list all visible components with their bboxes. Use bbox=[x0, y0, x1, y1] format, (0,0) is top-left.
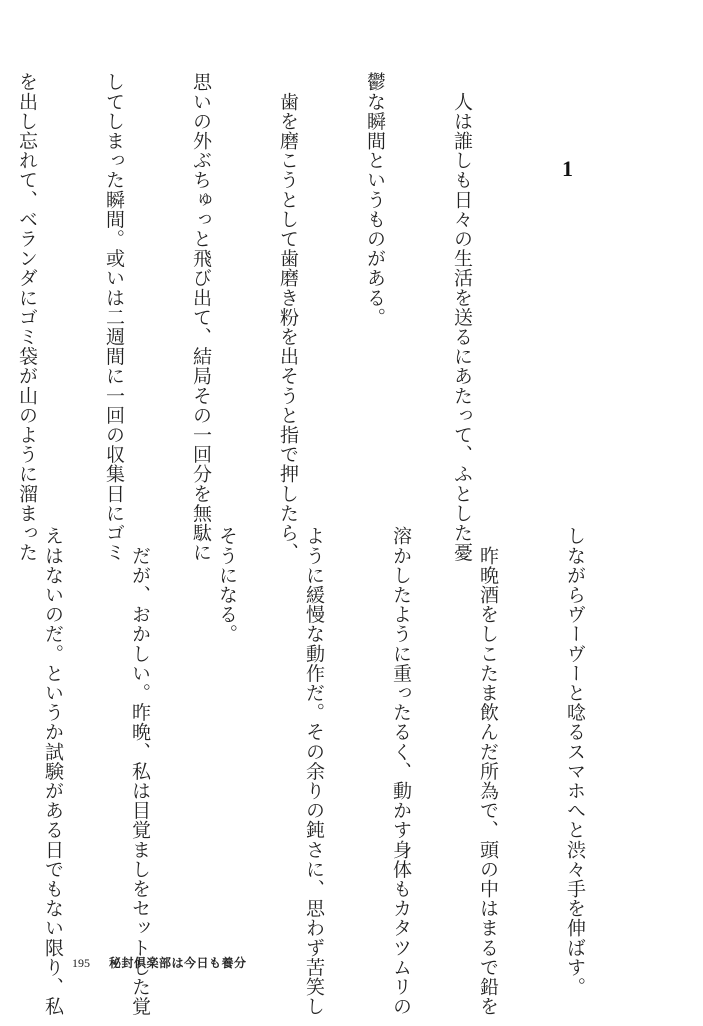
text-line: 思いの外ぶちゅっと飛び出て、結局その一回分を無駄に bbox=[190, 72, 212, 562]
text-block-upper bbox=[0, 72, 534, 562]
text-line: そうになる。 bbox=[216, 526, 238, 644]
text-line: えはないのだ。というか試験がある日でもない限り、私 bbox=[42, 526, 64, 1016]
text-line: だが、おかしい。昨晩、私は目覚ましをセットした覚 bbox=[129, 526, 151, 1016]
text-line: を出し忘れて、ベランダにゴミ袋が山のように溜まった bbox=[16, 72, 38, 562]
text-line: 人は誰しも日々の生活を送るにあたって、ふとした憂 bbox=[451, 72, 473, 562]
text-line: 溶かしたように重ったるく、動かす身体もカタツムリの bbox=[390, 526, 412, 1016]
chapter-number: 1 bbox=[562, 156, 573, 181]
text-line: 鬱な瞬間というものがある。 bbox=[364, 72, 386, 327]
text-line: ように緩慢な動作だ。その余りの鈍さに、思わず苦笑し bbox=[303, 526, 325, 1016]
text-line: 昨晩酒をしこたま飲んだ所為で、頭の中はまるで鉛を bbox=[477, 526, 499, 1016]
text-line: 歯を磨こうとして歯磨き粉を出そうと指で押したら、 bbox=[277, 72, 299, 562]
text-line: しながらヴーヴーと唸るスマホへと渋々手を伸ばす。 bbox=[564, 526, 586, 997]
page-footer bbox=[72, 954, 247, 971]
text-line: してしまった瞬間。或いは二週間に一回の収集日にゴミ bbox=[103, 72, 125, 562]
book-title: 秘封倶楽部は今日も養分 bbox=[109, 956, 247, 970]
page-number: 195 bbox=[72, 956, 90, 970]
